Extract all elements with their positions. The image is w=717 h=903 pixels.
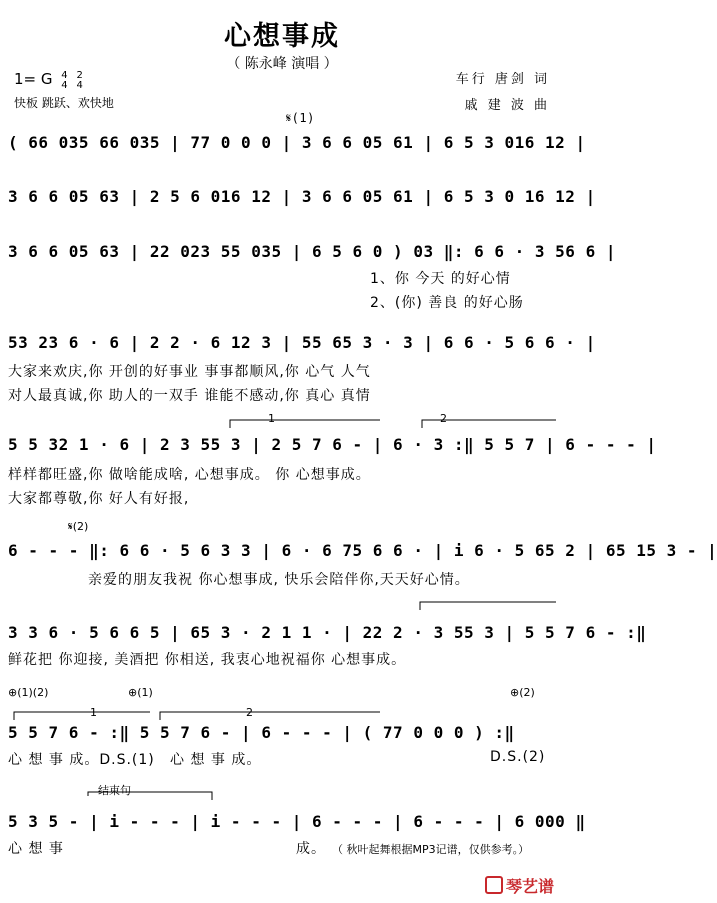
- lyric-row-9a: 心 想 事: [8, 841, 64, 857]
- lyricist-credit: 车行 唐剑 词: [455, 72, 550, 87]
- lyric-row-4a: 大家来欢庆,你 开创的好事业 事事都顺风,你 心气 人气: [8, 364, 371, 380]
- key-text: 1= G: [14, 70, 53, 88]
- notation-row-6: 6 - - - ‖: 6 6 · 5 6 3 3 | 6 · 6 75 6 6 · | i 6 · 5 65 2 | 65 15 3 - |: [8, 541, 717, 560]
- notation-row-8: 5 5 7 6 - :‖ 5 5 7 6 - | 6 - - - | ( 77 0 0 0 ) :‖: [8, 723, 515, 742]
- notation-row-2: 3 6 6 05 63 | 2 5 6 016 12 | 3 6 6 05 61 | 6 5 3 0 16 12 |: [8, 187, 596, 206]
- ending-label: 结束句: [98, 784, 131, 797]
- volta-2-b: 2: [246, 706, 253, 719]
- volta-bracket-1: [230, 420, 380, 428]
- notation-row-9: 5 3 5 - | i - - - | i - - - | 6 - - - | 6 - - - | 6 000 ‖: [8, 812, 586, 831]
- site-logo: 琴艺谱: [485, 874, 554, 897]
- volta-bracket-3: [14, 712, 150, 720]
- time-signature-alt: 2 4: [76, 70, 83, 91]
- notation-row-4: 53 23 6 · 6 | 2 2 · 6 12 3 | 55 65 3 · 3 | 6 6 · 5 6 6 · |: [8, 333, 596, 352]
- volta-1-b: 1: [90, 706, 97, 719]
- volta-1: 1: [268, 412, 275, 425]
- ending-bracket: [88, 792, 212, 800]
- lyric-row-8b: 心 想 事 成。: [170, 752, 262, 768]
- verse-2-start: 2、(你) 善良 的好心肠: [370, 295, 524, 311]
- volta-bracket-5: [420, 602, 556, 610]
- transcription-note: （ 秋叶起舞根据MP3记谱，仅供参考。）: [332, 843, 530, 856]
- notation-row-7: 3 3 6 · 5 6 6 5 | 65 3 · 2 1 1 · | 22 2 · 3 55 3 | 5 5 7 6 - :‖: [8, 623, 647, 642]
- lyric-row-9b: 成。: [296, 841, 326, 857]
- coda-mark-1-2: ⊕(1)(2): [8, 686, 49, 699]
- verse-1-start: 1、你 今天 的好心情: [370, 271, 511, 287]
- lyric-row-8c: D.S.(2): [490, 749, 546, 765]
- volta-bracket-2: [422, 420, 556, 428]
- volta-bracket-4: [160, 712, 380, 720]
- notation-row-3: 3 6 6 05 63 | 22 023 55 035 | 6 5 6 0 ) 03 ‖: 6 6 · 3 56 6 |: [8, 242, 616, 261]
- singer-credit: （ 陈永峰 演唱 ）: [226, 56, 338, 72]
- time-signature: 4 4: [61, 70, 68, 91]
- song-title: 心想事成: [224, 21, 340, 52]
- notation-row-1: ( 66 035 66 035 | 77 0 0 0 | 3 6 6 05 61 | 6 5 3 016 12 |: [8, 133, 586, 152]
- lyric-row-5a: 样样都旺盛,你 做啥能成啥, 心想事成。 你 心想事成。: [8, 467, 371, 483]
- volta-2: 2: [440, 412, 447, 425]
- segno-mark-2: 𝄋(2): [68, 520, 89, 533]
- coda-mark-2: ⊕(2): [510, 686, 535, 699]
- notation-row-5: 5 5 32 1 · 6 | 2 3 55 3 | 2 5 7 6 - | 6 · 3 :‖ 5 5 7 | 6 - - - |: [8, 435, 657, 454]
- lyric-row-8a: 心 想 事 成。D.S.(1): [8, 752, 155, 768]
- lyric-row-4b: 对人最真诚,你 助人的一双手 谁能不感动,你 真心 真情: [8, 388, 371, 404]
- lyric-row-7: 鲜花把 你迎接, 美酒把 你相送, 我衷心地祝福你 心想事成。: [8, 652, 407, 668]
- lyric-row-6: 亲爱的朋友我祝 你心想事成, 快乐会陪伴你,天天好心情。: [88, 572, 470, 588]
- lyric-row-5b: 大家都尊敬,你 好人有好报,: [8, 491, 190, 507]
- coda-mark-1: ⊕(1): [128, 686, 153, 699]
- composer-credit: 戚 建 波 曲: [464, 98, 550, 113]
- tempo-marking: 快板 跳跃、欢快地: [14, 96, 114, 110]
